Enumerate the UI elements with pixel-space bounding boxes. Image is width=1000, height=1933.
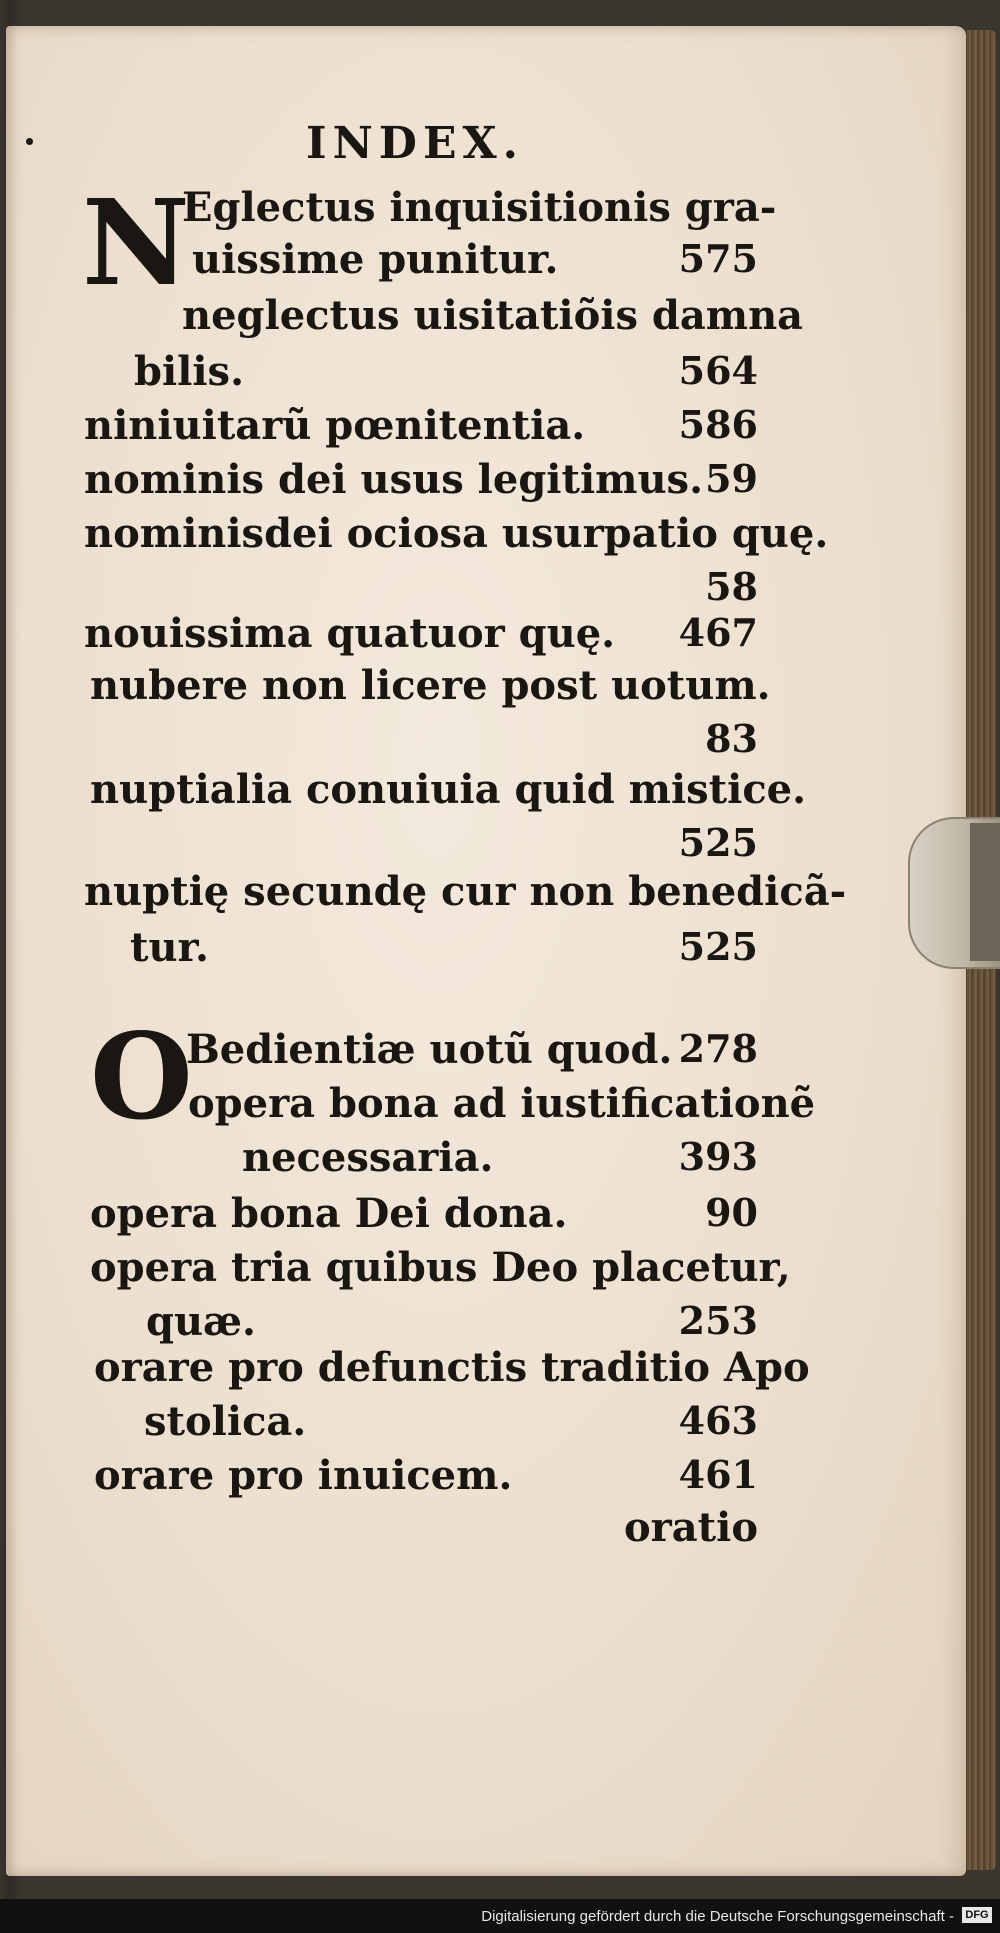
index-entry [6, 662, 966, 718]
entry-text: stolica. [144, 1398, 307, 1445]
index-entry [6, 868, 966, 924]
dfg-logo-icon: DFG [962, 1907, 992, 1923]
entry-page: 58 [705, 564, 758, 609]
entry-page: 467 [678, 610, 758, 655]
entry-page: 253 [678, 1298, 758, 1343]
entry-text: Eglectus inquisitionis gra- [182, 184, 777, 231]
drop-initial-n: N [82, 173, 190, 312]
entry-text: nominis dei usus legitimus. [84, 456, 704, 503]
entry-text: opera bona ad iustificationẽ [188, 1080, 816, 1127]
entry-page: 461 [678, 1452, 758, 1497]
entry-page: 525 [678, 820, 758, 865]
index-entry [6, 348, 966, 404]
drop-initial-o: O [90, 1007, 193, 1146]
index-entry [6, 1398, 966, 1454]
index-entry [6, 1344, 966, 1400]
entry-text: necessaria. [242, 1134, 494, 1181]
digitization-footer [0, 1899, 1000, 1933]
entry-page: 564 [678, 348, 758, 393]
entry-text: orare pro inuicem. [94, 1452, 513, 1499]
index-entry [6, 184, 966, 240]
index-entry [6, 716, 966, 772]
entry-text: neglectus uisitatiõis damna [182, 292, 804, 339]
footer-credit: Digitalisierung gefördert durch die Deutsche Forschungsgemeinschaft - [481, 1908, 954, 1925]
entry-text: quæ. [146, 1298, 256, 1345]
index-entry [6, 1244, 966, 1300]
bookmark-clip [908, 817, 1000, 969]
entry-text: orare pro defunctis traditio Apo [94, 1344, 810, 1391]
book-page [6, 26, 966, 1876]
index-entry [6, 292, 966, 348]
entry-page: 586 [678, 402, 758, 447]
entry-page: 575 [678, 236, 758, 281]
running-head: INDEX. [306, 118, 524, 169]
index-entry [6, 924, 966, 980]
bookmark-clip-inner [970, 823, 1000, 961]
entry-text: nuptię secundę cur non benedicã- [84, 868, 847, 915]
entry-text: bilis. [134, 348, 244, 395]
entry-page: 393 [678, 1134, 758, 1179]
entry-text: opera bona Dei dona. [90, 1190, 568, 1237]
index-entry [6, 610, 966, 666]
entry-text: nubere non licere post uotum. [90, 662, 771, 709]
entry-page: 525 [678, 924, 758, 969]
entry-text: nominisdei ociosa usurpatio quę. [84, 510, 829, 557]
entry-text: uissime punitur. [192, 236, 559, 283]
entry-page: 83 [705, 716, 758, 761]
entry-page: 278 [678, 1026, 758, 1071]
index-entry [6, 1452, 966, 1508]
catchword: oratio [623, 1504, 758, 1551]
index-entry [6, 456, 966, 512]
entry-text: tur. [130, 924, 209, 971]
entry-page: 463 [678, 1398, 758, 1443]
index-entry [6, 766, 966, 822]
entry-page: 90 [705, 1190, 758, 1235]
index-entry [6, 236, 966, 292]
entry-text: Bedientiæ uotũ quod. [186, 1026, 673, 1073]
index-entry [6, 402, 966, 458]
index-entry [6, 510, 966, 566]
entry-text: niniuitarũ pœnitentia. [84, 402, 586, 449]
entry-page: 59 [705, 456, 758, 501]
index-entry [6, 1026, 966, 1082]
entry-text: opera tria quibus Deo placetur, [90, 1244, 791, 1291]
entry-text: nuptialia conuiuia quid mistice. [90, 766, 807, 813]
entry-text: nouissima quatuor quę. [84, 610, 616, 657]
index-entry [6, 1134, 966, 1190]
index-entry [6, 1080, 966, 1136]
index-entry [6, 1190, 966, 1246]
margin-mark [26, 138, 33, 145]
